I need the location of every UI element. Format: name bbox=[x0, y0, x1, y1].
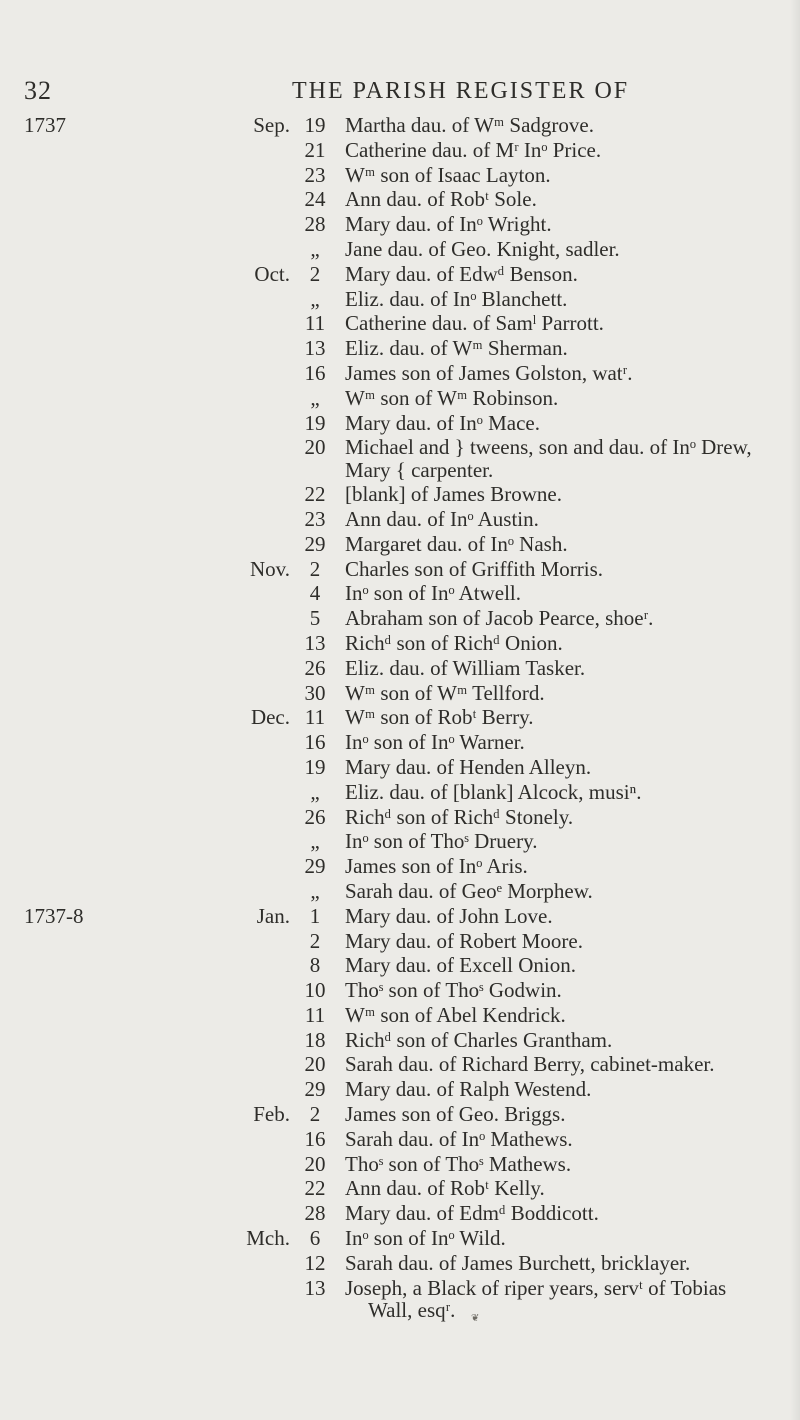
register-entry bbox=[0, 361, 800, 386]
entry-text: Wᵐ son of Abel Kendrick. bbox=[345, 1002, 566, 1027]
entry-text: James son of Inᵒ Aris. bbox=[345, 854, 528, 879]
entry-text: Ann dau. of Inᵒ Austin. bbox=[345, 506, 539, 531]
entry-day: 2 bbox=[309, 928, 321, 953]
register-entry bbox=[0, 507, 800, 532]
register-entry bbox=[0, 581, 800, 606]
entry-day: „ bbox=[310, 385, 320, 410]
entry-day: 22 bbox=[304, 1176, 326, 1201]
entry-day: 18 bbox=[304, 1027, 326, 1052]
entry-text: Wᵐ son of Wᵐ Tellford. bbox=[345, 680, 545, 705]
register-entry bbox=[0, 482, 800, 507]
running-title: THE PARISH REGISTER OF bbox=[292, 78, 630, 104]
register-entry bbox=[0, 1201, 800, 1226]
entry-text: Jane dau. of Geo. Knight, sadler. bbox=[345, 236, 620, 261]
entry-text: Sarah dau. of Richard Berry, cabinet-maker. bbox=[345, 1052, 715, 1077]
entry-day: 26 bbox=[304, 804, 326, 829]
register-entry bbox=[0, 1152, 800, 1177]
register-entry bbox=[0, 460, 800, 482]
entry-text: Mary dau. of Edwᵈ Benson. bbox=[345, 261, 578, 286]
entry-day: 8 bbox=[309, 953, 321, 978]
entry-text: Inᵒ son of Inᵒ Atwell. bbox=[345, 581, 521, 606]
entry-day: 13 bbox=[304, 336, 326, 361]
entry-text: Joseph, a Black of riper years, servᵗ of Tobias bbox=[345, 1275, 727, 1300]
entry-day: „ bbox=[310, 286, 320, 311]
entry-year: 1737 bbox=[24, 113, 66, 137]
entry-text: Michael and } tweens, son and dau. of Inᵒ Drew, bbox=[345, 435, 752, 460]
entry-text: Ann dau. of Robᵗ Kelly. bbox=[345, 1176, 545, 1201]
register-entry bbox=[0, 953, 800, 978]
entry-day: 23 bbox=[304, 506, 326, 531]
entry-day: 21 bbox=[304, 137, 326, 162]
entry-text: Richᵈ son of Richᵈ Stonely. bbox=[345, 804, 574, 829]
entry-day: 11 bbox=[304, 311, 326, 336]
entry-text: Mary dau. of Excell Onion. bbox=[345, 953, 576, 978]
register-entry bbox=[0, 780, 800, 805]
register-entry bbox=[0, 879, 800, 904]
register-entry bbox=[0, 929, 800, 954]
entry-text: Thoˢ son of Thoˢ Godwin. bbox=[345, 978, 562, 1003]
entry-text: Eliz. dau. of William Tasker. bbox=[345, 655, 586, 680]
register-entry bbox=[0, 829, 800, 854]
entry-text: Eliz. dau. of [blank] Alcock, musiⁿ. bbox=[345, 779, 642, 804]
register-entry bbox=[0, 411, 800, 436]
register-entry bbox=[0, 287, 800, 312]
entry-text: Abraham son of Jacob Pearce, shoeʳ. bbox=[345, 606, 654, 631]
register-entry bbox=[0, 237, 800, 262]
entry-day: „ bbox=[310, 779, 320, 804]
register-entry bbox=[0, 1003, 800, 1028]
register-entry bbox=[0, 681, 800, 706]
register-entry bbox=[0, 532, 800, 557]
entry-day: 19 bbox=[304, 410, 326, 435]
register-entry bbox=[0, 311, 800, 336]
register-entry bbox=[0, 1028, 800, 1053]
entry-text: Mary dau. of Inᵒ Wright. bbox=[345, 212, 552, 237]
entry-day: 24 bbox=[304, 187, 326, 212]
entry-day: 13 bbox=[304, 630, 326, 655]
page-number: 32 bbox=[24, 76, 52, 105]
entry-text: Mary dau. of Edmᵈ Boddicott. bbox=[345, 1201, 599, 1226]
entry-day: 2 bbox=[309, 556, 321, 581]
entry-day: 2 bbox=[309, 1102, 321, 1127]
register-entry bbox=[0, 705, 800, 730]
register-entry bbox=[0, 1300, 800, 1322]
entry-text: Richᵈ son of Richᵈ Onion. bbox=[345, 630, 563, 655]
entry-text: Mary dau. of Inᵒ Mace. bbox=[345, 410, 540, 435]
register-entry bbox=[0, 631, 800, 656]
register-entry bbox=[0, 435, 800, 460]
entry-day: 16 bbox=[304, 360, 326, 385]
register-entry bbox=[0, 730, 800, 755]
entry-text: Wᵐ son of Wᵐ Robinson. bbox=[345, 385, 559, 410]
page-edge-shadow bbox=[790, 0, 800, 1420]
entry-text: Sarah dau. of James Burchett, bricklayer. bbox=[345, 1250, 691, 1275]
entry-text: Sarah dau. of Inᵒ Mathews. bbox=[345, 1126, 573, 1151]
register-entry bbox=[0, 904, 800, 929]
entry-day: 13 bbox=[304, 1275, 326, 1300]
entry-day: 20 bbox=[304, 1151, 326, 1176]
register-entry bbox=[0, 854, 800, 879]
entry-day: 20 bbox=[304, 1052, 326, 1077]
entry-day: 29 bbox=[304, 1077, 326, 1102]
entry-text: James son of James Golston, watʳ. bbox=[345, 360, 633, 385]
entry-day: 5 bbox=[309, 606, 321, 631]
register-entry bbox=[0, 336, 800, 361]
entry-text: Margaret dau. of Inᵒ Nash. bbox=[345, 531, 568, 556]
entry-text: [blank] of James Browne. bbox=[345, 482, 562, 507]
register-entry bbox=[0, 1052, 800, 1077]
register-entry bbox=[0, 805, 800, 830]
entry-month: Sep. bbox=[253, 113, 290, 137]
entry-text: Ann dau. of Robᵗ Sole. bbox=[345, 187, 537, 212]
entry-day: „ bbox=[310, 236, 320, 261]
entry-text: Mary dau. of Henden Alleyn. bbox=[345, 754, 592, 779]
entry-day: 29 bbox=[304, 854, 326, 879]
entry-day: 29 bbox=[304, 531, 326, 556]
entry-day: 19 bbox=[304, 113, 326, 137]
entry-text: Wall, esqʳ. bbox=[368, 1298, 456, 1323]
entry-text: Mary dau. of Ralph Westend. bbox=[345, 1077, 592, 1102]
register-entry bbox=[0, 1127, 800, 1152]
entry-month: Feb. bbox=[253, 1102, 290, 1127]
entry-text: Catherine dau. of Mʳ Inᵒ Price. bbox=[345, 137, 602, 162]
entry-text: James son of Geo. Briggs. bbox=[345, 1102, 566, 1127]
entry-text: Eliz. dau. of Wᵐ Sherman. bbox=[345, 336, 568, 361]
entry-month: Nov. bbox=[249, 556, 290, 581]
ink-mark-icon: ❦ bbox=[471, 1313, 480, 1324]
entry-day: 16 bbox=[304, 730, 326, 755]
entry-day: 6 bbox=[309, 1226, 321, 1251]
entry-text: Mary dau. of John Love. bbox=[345, 903, 553, 928]
entry-day: „ bbox=[310, 829, 320, 854]
register-entry bbox=[0, 557, 800, 582]
register-entries bbox=[0, 113, 800, 1322]
register-entry bbox=[0, 656, 800, 681]
register-entry bbox=[0, 163, 800, 188]
entry-text: Martha dau. of Wᵐ Sadgrove. bbox=[345, 113, 594, 137]
entry-text: Charles son of Griffith Morris. bbox=[345, 556, 603, 581]
entry-day: 1 bbox=[309, 903, 321, 928]
entry-text: Sarah dau. of Geoᵉ Morphew. bbox=[345, 878, 593, 903]
register-entry bbox=[0, 1251, 800, 1276]
entry-year: 1737-8 bbox=[24, 903, 84, 928]
register-entry bbox=[0, 262, 800, 287]
entry-text: Eliz. dau. of Inᵒ Blanchett. bbox=[345, 286, 568, 311]
entry-day: 16 bbox=[304, 1126, 326, 1151]
register-entry bbox=[0, 187, 800, 212]
entry-text: Thoˢ son of Thoˢ Mathews. bbox=[345, 1151, 572, 1176]
entry-day: 28 bbox=[304, 212, 326, 237]
entry-day: 23 bbox=[304, 162, 326, 187]
register-entry bbox=[0, 1276, 800, 1301]
page-header bbox=[0, 72, 800, 112]
register-entry bbox=[0, 755, 800, 780]
register-entry bbox=[0, 978, 800, 1003]
entry-day: 11 bbox=[304, 1002, 326, 1027]
entry-day: 2 bbox=[309, 261, 321, 286]
entry-text: Catherine dau. of Samˡ Parrott. bbox=[345, 311, 604, 336]
entry-day: 12 bbox=[304, 1250, 326, 1275]
entry-day: 30 bbox=[304, 680, 326, 705]
register-entry bbox=[0, 386, 800, 411]
entry-day: 10 bbox=[304, 978, 326, 1003]
register-entry bbox=[0, 1176, 800, 1201]
entry-day: 19 bbox=[304, 754, 326, 779]
entry-day: 26 bbox=[304, 655, 326, 680]
register-entry bbox=[0, 138, 800, 163]
entry-day: 28 bbox=[304, 1201, 326, 1226]
entry-text: Wᵐ son of Robᵗ Berry. bbox=[345, 705, 534, 730]
register-entry bbox=[0, 1102, 800, 1127]
entry-day: „ bbox=[310, 878, 320, 903]
entry-day: 20 bbox=[304, 435, 326, 460]
entry-text: Inᵒ son of Thoˢ Druery. bbox=[345, 829, 538, 854]
entry-month: Dec. bbox=[250, 705, 290, 730]
entry-day: 11 bbox=[304, 705, 326, 730]
register-entry bbox=[0, 1226, 800, 1251]
entry-text: Mary dau. of Robert Moore. bbox=[345, 928, 583, 953]
register-entry bbox=[0, 212, 800, 237]
register-entry bbox=[0, 606, 800, 631]
entry-month: Jan. bbox=[256, 903, 290, 928]
entry-day: 4 bbox=[309, 581, 321, 606]
entry-text: Inᵒ son of Inᵒ Warner. bbox=[345, 730, 525, 755]
entry-day: 22 bbox=[304, 482, 326, 507]
entry-text: Inᵒ son of Inᵒ Wild. bbox=[345, 1226, 506, 1251]
entry-month: Oct. bbox=[254, 261, 290, 286]
entry-month: Mch. bbox=[246, 1226, 290, 1251]
entry-text: Richᵈ son of Charles Grantham. bbox=[345, 1027, 613, 1052]
entry-text: Mary { carpenter. bbox=[345, 458, 494, 483]
entry-text: Wᵐ son of Isaac Layton. bbox=[345, 162, 551, 187]
register-entry bbox=[0, 1077, 800, 1102]
register-entry bbox=[0, 113, 800, 138]
